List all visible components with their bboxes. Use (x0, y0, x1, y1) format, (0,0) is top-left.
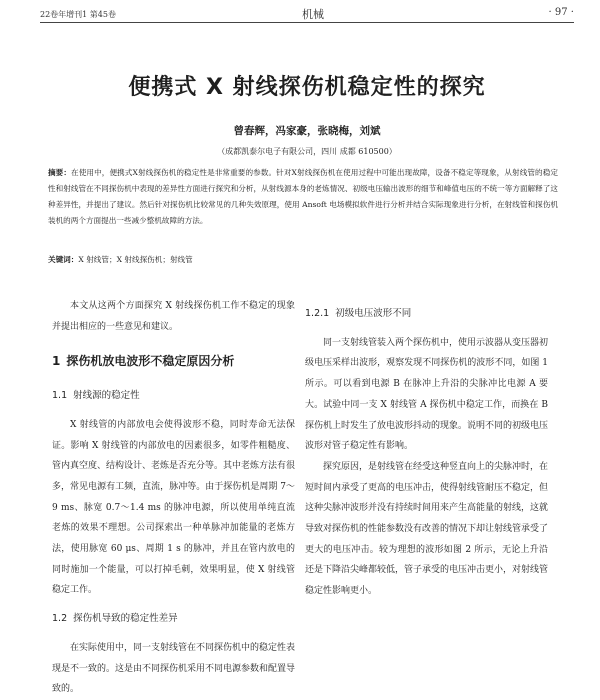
section-1-2-1-number: 1.2.1 (305, 308, 330, 319)
journal-info: 22卷年增刊1 第45卷 (40, 10, 116, 19)
keywords-label: 关键词： (48, 255, 79, 264)
section-1-2-1-heading (305, 304, 548, 325)
section-1-number: 1 (52, 354, 61, 369)
abstract-label: 摘要： (48, 168, 72, 177)
section-1-2-1-paragraph-2: 探究原因，是射线管在经受这种竖直向上的尖脉冲时，在短时间内承受了更高的电压冲击，使得射线管耐压不稳定，但这种尖脉冲波形并没有持续时间用来产生高能量的射线，这就导致对探伤机的性能参数没有改善的情况下却让射线管承受了更大的电压冲击。较为理想的波形如图 2 所示，无论上升沿还是下降沿尖峰都较低，管子承受的电压冲击更小，对射线管稳定性影响更小。 (305, 461, 549, 597)
affiliation: （成都凯泰尔电子有限公司，四川 成都 610500） (217, 147, 397, 156)
header-rule (40, 22, 574, 23)
section-1-1-number: 1.1 (52, 390, 68, 402)
section-1-title: 探伤机放电波形不稳定原因分析 (66, 354, 235, 369)
keywords-text: X 射线管；X 射线探伤机；射线管 (78, 255, 193, 264)
section-1-2-1-paragraph-1: 同一支射线管装入两个探伤机中，使用示波器从变压器初级电压采样出波形，观察发现不同探伤机的波形不同，如图 1 所示。可以看到电源 B 在脉冲上升沿的尖脉冲比电源 A 要大。试验中同一支 X 射线管 A 探伤机中稳定工作，而换在 B 探伤机上时发生了放电波形抖动的现象。说明不同的初级电压波形对管子稳定性有影响。 (305, 337, 549, 452)
right-column (305, 296, 548, 602)
section-1-2-heading (52, 609, 295, 630)
abstract (48, 165, 558, 229)
section-1-heading (52, 351, 295, 372)
keywords (48, 254, 558, 265)
section-1-2-1-title: 初级电压波形不同 (335, 308, 412, 319)
authors: 曾春辉，冯家豪，张晓梅，刘斌 (233, 125, 381, 137)
section-1-2-title: 探伤机导致的稳定性差异 (73, 613, 178, 625)
section-1-2-number: 1.2 (52, 613, 68, 625)
left-column (52, 296, 295, 700)
section-1-1-paragraph: X 射线管的内部放电会使得波形不稳，同时寿命无法保证。影响 X 射线管的内部放电的因素很多，如零件粗糙度、管内真空度、结构设计、老炼是否充分等。其中老炼方法有很多，常见电源有工频，直流，脉冲等。由于探伤机是周期 7～9 ms、脉宽 0.7～1.4 ms 的脉冲电源，所以使用单纯直流老炼的效果不理想。公司探索出一种单脉冲加能量的老炼方法，使用脉宽 60 μs、周期 1 s 的脉冲，并且在管内放电的同时施加一个能量，可以打掉毛刺，效果明显，使 X 射线管稳定工作。 (52, 419, 296, 596)
paper-title: 便携式 X 射线探伤机稳定性的探究 (128, 75, 486, 100)
intro-paragraph: 本文从这两个方面探究 X 射线探伤机工作不稳定的现象并提出相应的一些意见和建议。 (52, 301, 295, 332)
section-name: 机械 (302, 8, 324, 21)
section-1-1-title: 射线源的稳定性 (73, 390, 140, 402)
page-number: · 97 · (548, 7, 574, 18)
section-1-2-paragraph: 在实际使用中，同一支射线管在不同探伤机中的稳定性表现是不一致的。这是由不同探伤机采用不同电源参数和配置导致的。 (52, 642, 296, 695)
abstract-text: 在使用中，便携式X射线探伤机的稳定性是非常重要的参数。针对X射线探伤机在使用过程中可能出现故障，设备不稳定等现象，从射线管的稳定性和射线管在不同探伤机中表现的差异性方面进行探究和分析，从射线源本身的老炼情况、初级电压输出波形的细节和峰值电压的不统一等方面解释了这种差异性，并提出了建议。然后针对探伤机比较常见的几种失效原理，使用 Ansoft 电场模拟软件进行分析并结合实际现象进行分析，在射线管和探伤机装机的两个方面提出一些减少整机故障的方法。 (48, 168, 559, 225)
section-1-1-heading (52, 386, 295, 407)
running-header (40, 6, 574, 20)
